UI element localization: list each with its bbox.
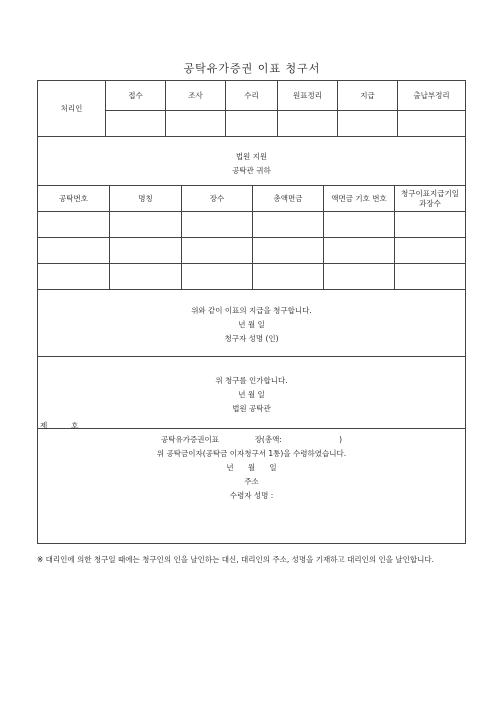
detail-header-cell: [110, 186, 182, 212]
detail-cell[interactable]: [324, 264, 395, 290]
stamp-cell[interactable]: [226, 111, 278, 137]
detail-cell[interactable]: [110, 238, 182, 264]
request-date-line: 년 월 일: [238, 320, 265, 329]
coupon-count-line: 공탁유가증권이표 장(총액: ): [160, 435, 343, 444]
address-line: 주소: [244, 477, 259, 486]
receipt-step-label: 접수: [128, 90, 143, 100]
detail-cell[interactable]: [182, 264, 253, 290]
receipt-number: 제 호: [40, 421, 79, 430]
payment-step-label: 지급: [360, 90, 375, 100]
detail-header-cell: [182, 186, 253, 212]
detail-cell[interactable]: [253, 212, 324, 238]
processing-header-cell: [226, 81, 278, 111]
detail-cell[interactable]: [110, 264, 182, 290]
detail-cell[interactable]: [182, 212, 253, 238]
stamp-cell[interactable]: [398, 111, 465, 137]
coupon-due-date-header: 청구이표지급기일 과장수: [401, 188, 459, 208]
depository-officer-line: 공탁관 귀하: [232, 166, 271, 175]
court-officer-line: 법원 공탁관: [232, 404, 271, 413]
detail-cell[interactable]: [38, 238, 110, 264]
sheet-count-header: 장수: [209, 193, 225, 203]
request-statement: 위와 같이 이표의 지급을 청구합니다.: [191, 306, 312, 315]
stamp-cell[interactable]: [106, 111, 166, 137]
acceptance-step-label: 수리: [244, 90, 259, 100]
detail-cell[interactable]: [395, 264, 465, 290]
approval-date-line: 년 월 일: [238, 390, 265, 399]
processing-header-cell: [338, 81, 398, 111]
stamp-cell[interactable]: [166, 111, 226, 137]
processing-header-cell: [398, 81, 465, 111]
detail-cell[interactable]: [253, 238, 324, 264]
receipt-statement: 위 공탁금이자(공탁금 이자청구서 1통)을 수령하였습니다.: [156, 449, 347, 458]
face-value-code-header: 액면금 기호 번호: [331, 193, 387, 203]
detail-header-cell: [395, 186, 465, 212]
name-header: 명칭: [138, 193, 153, 203]
divider: [38, 428, 465, 429]
processor-label: 처리인: [60, 103, 83, 113]
footnote: ※ 대리인에 의한 청구일 때에는 청구인의 인을 날인하는 대신, 대리인의 주소, 성명을 기재하고 대리인의 인을 날인합니다.: [37, 555, 434, 564]
detail-cell[interactable]: [182, 238, 253, 264]
deposit-number-header: 공탁번호: [59, 193, 88, 203]
investigation-step-label: 조사: [188, 90, 203, 100]
processing-header-cell: [106, 81, 166, 111]
processor-label-cell: [38, 81, 106, 137]
detail-cell[interactable]: [38, 212, 110, 238]
detail-cell[interactable]: [324, 212, 395, 238]
total-face-value-header: 총액면금: [273, 193, 303, 203]
ledger-step-label: 원표정리: [293, 90, 322, 100]
detail-header-cell: [324, 186, 395, 212]
detail-cell[interactable]: [110, 212, 182, 238]
detail-cell[interactable]: [38, 264, 110, 290]
form-title: 공탁유가증권 이표 청구서: [183, 62, 321, 75]
stamp-cell[interactable]: [278, 111, 338, 137]
stamp-cell[interactable]: [338, 111, 398, 137]
court-branch-line: 법원 지원: [235, 152, 268, 161]
detail-cell[interactable]: [395, 238, 465, 264]
detail-cell[interactable]: [324, 238, 395, 264]
recipient-name-line: 수령자 성명 :: [229, 491, 274, 500]
processing-header-cell: [278, 81, 338, 111]
processing-header-cell: [166, 81, 226, 111]
detail-cell[interactable]: [395, 212, 465, 238]
cashbook-step-label: 출납부정리: [413, 90, 450, 100]
detail-header-cell: [253, 186, 324, 212]
detail-header-cell: [38, 186, 110, 212]
claim-form: [37, 80, 466, 544]
receipt-date-line: 년 월 일: [226, 463, 277, 472]
claimant-name-line: 청구자 성명 (인): [224, 334, 279, 343]
detail-cell[interactable]: [253, 264, 324, 290]
approval-statement: 위 청구를 인가합니다.: [215, 376, 288, 385]
divider: [38, 356, 465, 357]
